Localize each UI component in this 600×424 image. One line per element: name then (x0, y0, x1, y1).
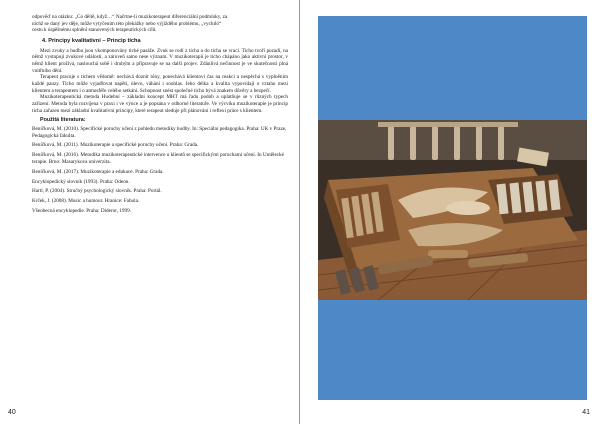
body-paragraph-2: Terapeut pracuje s tichem vědomě: nechává doznít tóny, ponechává klientovi čas na reakci a nespěchá s vyplněním každé pauzy. Ticho může vyjadřovat napětí, úlevu, váhání i souhlas. Jeho délka a kvalita vypovídají o vztahu mezi klientem a terapeutem i o atmosféře celého setkání. Schopnost snést společné ticho bývá znakem důvěry a bezpečí. (32, 74, 288, 94)
references-heading: Použitá literatura: (40, 117, 86, 124)
intro-line-2: nichž se daný jev děje, může vytyčenim této překážky nebo výjižděho problému, „vychiló“ (32, 20, 222, 27)
reference-item: Encyklopedický slovník (1993). Praha: Odeon. (32, 178, 130, 185)
left-page-text (32, 14, 288, 218)
intro-line-1: odpověď na otázku: „Co děítě, když…“ Načrtne-li muzikoterapeut diferenciální podmínky, za (32, 14, 228, 20)
reference-item: Beníčková, M. (2017). Muzikoterapie a edukace. Praha: Grada. (32, 168, 164, 175)
body-paragraph-3: Muzikoterapeutická metoda Hudební – základní koncept MHT má řadu podob a uplatňuje se v různých typech zařízení. Metoda byla rozvíjena v praxi i ve výuce a je popsána v odborné literatuře. Ve výcviku muzikoterapie je princip ticha zařazen mezi základní kvalitativní principy, které terapeut sleduje při plánování i reflexi práce s klientem. (32, 94, 288, 114)
photo-wooden-instruments (318, 120, 587, 300)
reference-item: Všeobecná encyklopedie. Praha: Diderot, 1999. (32, 208, 131, 215)
photo-illustration (318, 120, 587, 300)
references-list (32, 126, 288, 215)
intro-line-3: cestu k úspěšnému splnění stanovených terapeutických cílů. (32, 27, 157, 34)
left-page (0, 0, 299, 424)
reference-item: Beníčková, M. (2016). Metodika muzikoterapeutické intervence u klientů se specifickými poruchami učení. In Umělecké terapie. Brno: Masarykova univerzita. (32, 152, 284, 165)
reference-item: Krček, J. (2008). Music a humour. Hranice: Fabula. (32, 198, 140, 205)
page-number-left: 40 (8, 409, 16, 416)
body-paragraph-1: Mezi zvuky a hudbu jsou vkomponovány tiché pasáže. Zvuk se rodí z ticha a do ticha se vrací. Ticho tvoří pozadí, na němž vystupují zvukové události, a zároveň samo nese význam. V muzikoterapii je ticho chápáno jako aktivní prostor, v němž klient prožívá, naslouchá sobě i druhým a připravuje se na další projev. Zdánlivá nečinnost je ve skutečnosti plná vnitřního dění. (32, 47, 288, 74)
page-number-right: 41 (582, 409, 590, 416)
right-page (300, 0, 600, 424)
blue-panel (318, 16, 587, 400)
reference-item: Beníčková, M. (2011). Muzikoterapie a specifické poruchy učení. Praha: Grada. (32, 142, 199, 149)
section-heading: 4. Principy kvalitativní – Princip ticha (42, 37, 141, 44)
reference-item: Beníčková, M. (2010). Specifické poruchy učení z pohledu metodiky hudby. In: Speciální pedagogika. Praha: UK v Praze, Pedagogická fakulta. (32, 125, 287, 139)
reference-item: Hartl, P. (2004). Stručný psychologický slovník. Praha: Portál. (32, 188, 162, 195)
